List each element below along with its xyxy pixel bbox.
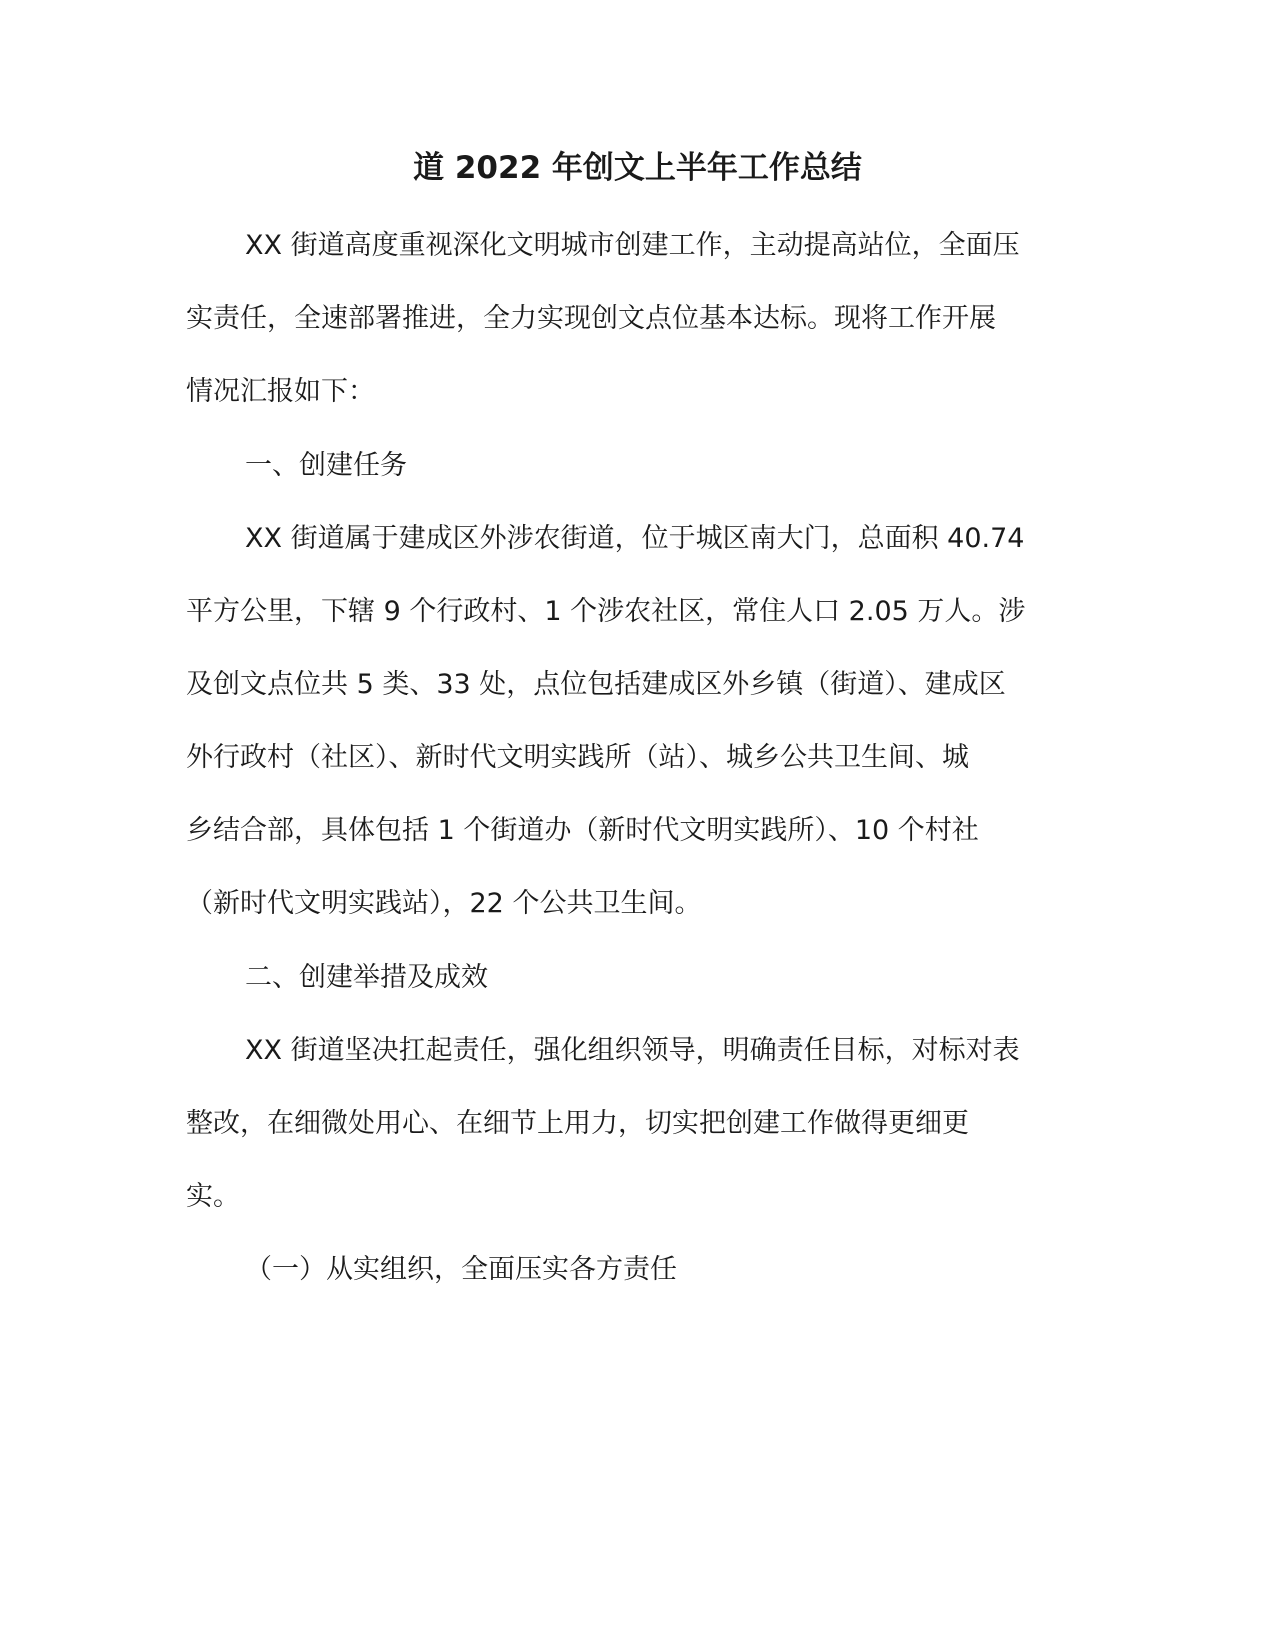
- paragraph-line: 平方公里，下辖 9 个行政村、1 个涉农社区，常住人口 2.05 万人。涉: [186, 596, 1026, 627]
- paragraph-line: 实。: [186, 1181, 240, 1212]
- document-title: 道 2022 年创文上半年工作总结: [413, 150, 862, 186]
- section-heading: 一、创建任务: [245, 450, 407, 481]
- section-heading: 二、创建举措及成效: [245, 962, 488, 993]
- paragraph-line: 外行政村（社区）、新时代文明实践所（站）、城乡公共卫生间、城: [186, 742, 969, 773]
- subsection-heading: （一）从实组织，全面压实各方责任: [245, 1254, 677, 1285]
- paragraph-line: （新时代文明实践站），22 个公共卫生间。: [186, 888, 702, 919]
- paragraph-line: 及创文点位共 5 类、33 处，点位包括建成区外乡镇（街道）、建成区: [186, 669, 1006, 700]
- paragraph-line: XX 街道属于建成区外涉农街道，位于城区南大门，总面积 40.74: [245, 523, 1025, 554]
- paragraph-line: 整改，在细微处用心、在细节上用力，切实把创建工作做得更细更: [186, 1108, 969, 1139]
- paragraph-line: 乡结合部，具体包括 1 个街道办（新时代文明实践所）、10 个村社: [186, 815, 979, 846]
- paragraph-line: XX 街道坚决扛起责任，强化组织领导，明确责任目标，对标对表: [245, 1035, 1020, 1066]
- paragraph-line: XX 街道高度重视深化文明城市创建工作，主动提高站位，全面压: [245, 230, 1020, 261]
- paragraph-line: 实责任，全速部署推进，全力实现创文点位基本达标。现将工作开展: [186, 303, 996, 334]
- paragraph-line: 情况汇报如下：: [186, 376, 375, 407]
